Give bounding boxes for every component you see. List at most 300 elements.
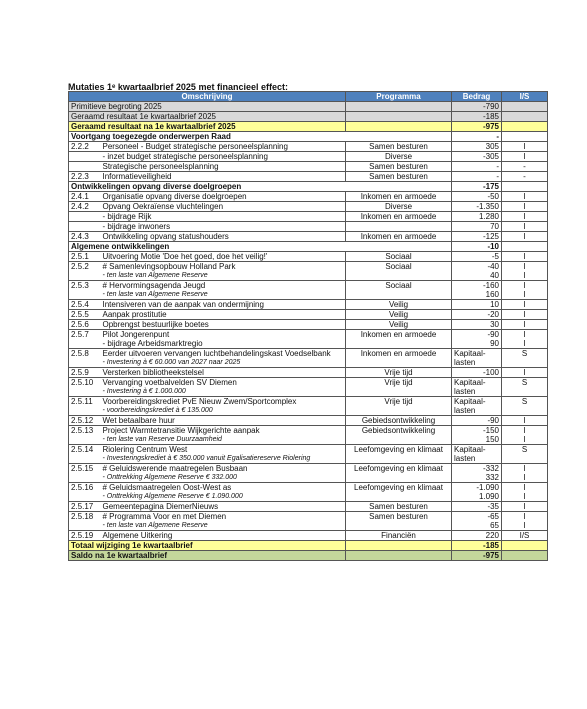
row-description [101, 162, 346, 172]
row-bedrag [452, 368, 502, 378]
bedrag-value: -790 [482, 102, 499, 111]
row-code: 2.5.4 [69, 300, 101, 310]
row-code: 2.5.5 [69, 310, 101, 320]
row-programma [346, 112, 452, 122]
table-row [69, 172, 548, 182]
row-programma: Financiën [346, 531, 452, 541]
is-value: - [523, 162, 526, 171]
is-value: I [523, 281, 526, 290]
row-bedrag: Kapitaal-lasten [452, 349, 502, 368]
is-value: S [521, 349, 528, 358]
row-description [101, 464, 346, 483]
row-is [502, 541, 548, 551]
row-description [101, 212, 346, 222]
is-value: I [523, 232, 526, 241]
is-value: I [523, 271, 526, 280]
row-is [502, 122, 548, 132]
row-programma: Inkomen en armoede [346, 349, 452, 368]
row-description-main: # Geluidsmaatregelen Oost-West as [102, 483, 232, 492]
table-row [69, 330, 548, 349]
row-description: Saldo na 1e kwartaalbrief [69, 551, 346, 561]
row-is [502, 502, 548, 512]
table-row [69, 212, 548, 222]
row-code: 2.5.16 [69, 483, 101, 502]
row-programma: Veilig [346, 310, 452, 320]
row-description-main: Gemeentepagina DiemerNieuws [102, 502, 219, 511]
table-row [69, 502, 548, 512]
row-is [502, 142, 548, 152]
row-is [502, 512, 548, 531]
bedrag-value: - [496, 172, 499, 181]
row-description-sub: - ten laste van Reserve Duurzaamheid [102, 436, 222, 443]
row-description-main: - bijdrage inwoners [102, 222, 171, 231]
row-description [101, 378, 346, 397]
row-description-main: Intensiveren van de aanpak van ondermijning [102, 300, 264, 309]
row-description [101, 330, 346, 349]
is-value: I [523, 212, 526, 221]
row-description-main: - inzet budget strategische personeelsplanning [102, 152, 268, 161]
table-row [69, 464, 548, 483]
row-is [502, 378, 548, 397]
row-is [502, 300, 548, 310]
row-bedrag [452, 202, 502, 212]
row-is [502, 310, 548, 320]
row-bedrag [452, 142, 502, 152]
row-bedrag [452, 242, 502, 252]
row-description [101, 512, 346, 531]
bedrag-value: 70 [490, 222, 499, 231]
row-description [101, 300, 346, 310]
is-value: I [523, 521, 526, 530]
is-value: I [523, 152, 526, 161]
row-description-main: Voorbereidingskrediet PvE Nieuw Zwem/Sportcomplex [102, 397, 297, 406]
row-bedrag [452, 426, 502, 445]
row-bedrag [452, 330, 502, 349]
bedrag-value: 332 [485, 473, 499, 482]
row-bedrag [452, 112, 502, 122]
row-code [69, 152, 101, 162]
header-is: I/S [502, 92, 548, 102]
row-description-sub: - voorbereidingskrediet à € 135.000 [102, 407, 213, 414]
row-description [101, 281, 346, 300]
table-row [69, 397, 548, 416]
is-value: I [523, 492, 526, 501]
is-value: I [523, 320, 526, 329]
bedrag-value: 150 [485, 435, 499, 444]
is-value: I [523, 416, 526, 425]
row-code [69, 162, 101, 172]
row-bedrag [452, 102, 502, 112]
row-programma [346, 102, 452, 112]
row-description [101, 320, 346, 330]
table-row [69, 202, 548, 212]
row-is [502, 281, 548, 300]
row-description [101, 349, 346, 368]
row-is [502, 152, 548, 162]
row-bedrag [452, 464, 502, 483]
row-is [502, 397, 548, 416]
table-row [69, 132, 548, 142]
row-bedrag [452, 232, 502, 242]
table-row [69, 320, 548, 330]
row-description [101, 252, 346, 262]
row-code: 2.5.7 [69, 330, 101, 349]
row-code: 2.5.15 [69, 464, 101, 483]
row-programma: Samen besturen [346, 172, 452, 182]
row-bedrag [452, 551, 502, 561]
table-row [69, 349, 548, 368]
row-description [101, 192, 346, 202]
row-description-main: Opbrengst bestuurlijke boetes [102, 320, 209, 329]
is-value: I [523, 435, 526, 444]
is-value: I [523, 192, 526, 201]
row-programma: Samen besturen [346, 162, 452, 172]
row-programma: Inkomen en armoede [346, 232, 452, 242]
mutaties-table [68, 91, 548, 561]
is-value: I [523, 262, 526, 271]
is-value: S [521, 445, 528, 454]
row-code: 2.5.10 [69, 378, 101, 397]
table-body [69, 102, 548, 561]
row-description-main: Organisatie opvang diverse doelgroepen [102, 192, 247, 201]
header-programma: Programma [346, 92, 452, 102]
row-description-sub: - Investering à € 1.000.000 [102, 388, 186, 395]
bedrag-value: -90 [487, 330, 499, 339]
is-value: I [523, 426, 526, 435]
section-heading: Ontwikkelingen opvang diverse doelgroepen [69, 182, 452, 192]
row-bedrag: Kapitaal-lasten [452, 378, 502, 397]
row-code: 2.5.6 [69, 320, 101, 330]
table-title: Mutaties 1ᵉ kwartaalbrief 2025 met financieel effect: [68, 82, 288, 92]
row-description-main: - bijdrage Rijk [102, 212, 152, 221]
row-bedrag [452, 172, 502, 182]
row-programma: Vrije tijd [346, 378, 452, 397]
row-description-main: Ontwikkeling opvang statushouders [102, 232, 229, 241]
row-description-sub: - ten laste van Algemene Reserve [102, 272, 208, 279]
row-description [101, 172, 346, 182]
row-code: 2.4.2 [69, 202, 101, 212]
row-description [101, 445, 346, 464]
bedrag-value: - [496, 162, 499, 171]
is-value: I [523, 464, 526, 473]
row-description [101, 152, 346, 162]
row-is [502, 232, 548, 242]
row-bedrag [452, 502, 502, 512]
table-row [69, 102, 548, 112]
row-code: 2.4.3 [69, 232, 101, 242]
bedrag-value: -90 [487, 416, 499, 425]
row-programma [346, 551, 452, 561]
row-programma [346, 122, 452, 132]
row-description-main: Uitvoering Motie 'Doe het goed, doe het veilig!' [102, 252, 268, 261]
bedrag-value: 10 [490, 300, 499, 309]
table-row [69, 551, 548, 561]
row-description-main: Eerder uitvoeren vervangen luchtbehandelingskast Voedselbank [102, 349, 331, 358]
row-is [502, 262, 548, 281]
bedrag-value: -975 [482, 122, 499, 131]
row-programma: Samen besturen [346, 502, 452, 512]
bedrag-value: -185 [482, 541, 499, 550]
row-code: 2.5.8 [69, 349, 101, 368]
row-code: 2.5.2 [69, 262, 101, 281]
is-value: I [523, 222, 526, 231]
bedrag-value: 1.280 [478, 212, 499, 221]
bedrag-value: 90 [490, 339, 499, 348]
table-row [69, 262, 548, 281]
row-programma [346, 222, 452, 232]
row-code: 2.2.3 [69, 172, 101, 182]
row-description-main: Strategische personeelsplanning [102, 162, 219, 171]
bedrag-value: 160 [485, 290, 499, 299]
table-row [69, 252, 548, 262]
table-row [69, 242, 548, 252]
row-is [502, 162, 548, 172]
bedrag-value: -50 [487, 192, 499, 201]
row-description-sub: - bijdrage Arbeidsmarktregio [102, 339, 203, 348]
table-row [69, 152, 548, 162]
header-omschrijving: Omschrijving [69, 92, 346, 102]
bedrag-value: -100 [482, 368, 499, 377]
bedrag-value: -332 [482, 464, 499, 473]
row-description [101, 310, 346, 320]
table-row [69, 222, 548, 232]
is-value: - [523, 172, 526, 181]
row-description-main: Versterken bibliotheekstelsel [102, 368, 204, 377]
row-bedrag [452, 212, 502, 222]
row-description-main: # Hervormingsagenda Jeugd [102, 281, 206, 290]
table-row [69, 310, 548, 320]
bedrag-value: -5 [491, 252, 499, 261]
table-row [69, 541, 548, 551]
row-bedrag [452, 512, 502, 531]
row-code: 2.4.1 [69, 192, 101, 202]
bedrag-value: -305 [482, 152, 499, 161]
bedrag-value: - [496, 132, 499, 141]
bedrag-value: 40 [490, 271, 499, 280]
row-bedrag: Kapitaal-lasten [452, 445, 502, 464]
section-heading: Voortgang toegezegde onderwerpen Raad [69, 132, 452, 142]
row-programma: Vrije tijd [346, 397, 452, 416]
bedrag-value: 1.090 [478, 492, 499, 501]
row-description-sub: - ten laste van Algemene Reserve [102, 522, 208, 529]
row-bedrag: Kapitaal-lasten [452, 397, 502, 416]
section-heading: Algemene ontwikkelingen [69, 242, 452, 252]
is-value: I [523, 310, 526, 319]
table-row [69, 142, 548, 152]
row-code: 2.5.12 [69, 416, 101, 426]
row-code: 2.5.11 [69, 397, 101, 416]
row-programma: Samen besturen [346, 512, 452, 531]
row-description [101, 232, 346, 242]
bedrag-value: 220 [485, 531, 499, 540]
row-description [101, 531, 346, 541]
is-value: I [523, 339, 526, 348]
row-programma: Veilig [346, 320, 452, 330]
table-row [69, 192, 548, 202]
row-description-sub: - Investeringskrediet à € 350.000 vanuit Egalisatiereserve Riolering [102, 455, 311, 462]
row-programma: Samen besturen [346, 142, 452, 152]
row-code: 2.5.3 [69, 281, 101, 300]
row-description-main: Riolering Centrum West [102, 445, 188, 454]
row-bedrag [452, 182, 502, 192]
row-description-sub: - Onttrekking Algemene Reserve € 1.090.000 [102, 493, 243, 500]
row-description [101, 416, 346, 426]
table-row [69, 122, 548, 132]
is-value: I [523, 202, 526, 211]
table-row [69, 426, 548, 445]
table-row [69, 483, 548, 502]
row-programma: Gebiedsontwikkeling [346, 416, 452, 426]
row-is [502, 531, 548, 541]
table-row [69, 300, 548, 310]
row-is [502, 172, 548, 182]
bedrag-value: -125 [482, 232, 499, 241]
row-is [502, 551, 548, 561]
is-value: I [523, 473, 526, 482]
row-bedrag [452, 300, 502, 310]
row-code: 2.5.18 [69, 512, 101, 531]
is-value: S [521, 397, 528, 406]
row-description-sub: - Onttrekking Algemene Reserve € 332.000 [102, 474, 237, 481]
row-bedrag [452, 262, 502, 281]
row-is [502, 212, 548, 222]
row-description-main: Pilot Jongerenpunt [102, 330, 170, 339]
bedrag-value: -1.090 [476, 483, 499, 492]
bedrag-value: -10 [487, 242, 499, 251]
row-code: 2.5.14 [69, 445, 101, 464]
row-description [101, 502, 346, 512]
row-programma: Leefomgeving en klimaat [346, 483, 452, 502]
row-programma: Diverse [346, 152, 452, 162]
table-row [69, 162, 548, 172]
table-row [69, 531, 548, 541]
bedrag-value: 65 [490, 521, 499, 530]
bedrag-value: -160 [482, 281, 499, 290]
is-value: I [523, 142, 526, 151]
row-description [101, 142, 346, 152]
row-programma: Leefomgeving en klimaat [346, 445, 452, 464]
is-value: I [523, 300, 526, 309]
row-bedrag [452, 310, 502, 320]
row-bedrag [452, 281, 502, 300]
row-bedrag [452, 132, 502, 142]
row-is [502, 192, 548, 202]
bedrag-value: -1.350 [476, 202, 499, 211]
table-row [69, 182, 548, 192]
row-programma: Diverse [346, 202, 452, 212]
is-value: I [523, 330, 526, 339]
row-description-main: # Samenlevingsopbouw Holland Park [102, 262, 236, 271]
row-programma: Gebiedsontwikkeling [346, 426, 452, 445]
row-programma: Veilig [346, 300, 452, 310]
row-bedrag [452, 416, 502, 426]
bedrag-value: -175 [482, 182, 499, 191]
row-is [502, 222, 548, 232]
row-description-sub: - Investering à € 60.000 van 2027 naar 2025 [102, 359, 241, 366]
row-description-main: Opvang Oekraïense vluchtelingen [102, 202, 224, 211]
row-description-main: Wet betaalbare huur [102, 416, 175, 425]
row-description-main: # Programma Voor en met Diemen [102, 512, 227, 521]
table-row [69, 378, 548, 397]
row-programma: Inkomen en armoede [346, 212, 452, 222]
row-is [502, 330, 548, 349]
row-description-main: Personeel - Budget strategische personeelsplanning [102, 142, 288, 151]
row-bedrag [452, 320, 502, 330]
row-programma [346, 541, 452, 551]
row-description-main: Informatieveiligheid [102, 172, 172, 181]
row-description: Geraamd resultaat na 1e kwartaalbrief 2025 [69, 122, 346, 132]
bedrag-value: 305 [485, 142, 499, 151]
row-description [101, 262, 346, 281]
row-bedrag [452, 192, 502, 202]
table-row [69, 232, 548, 242]
bedrag-value: 30 [490, 320, 499, 329]
row-code: 2.5.13 [69, 426, 101, 445]
row-is [502, 202, 548, 212]
row-bedrag [452, 162, 502, 172]
row-code: 2.2.2 [69, 142, 101, 152]
row-code: 2.5.17 [69, 502, 101, 512]
row-is [502, 132, 548, 142]
bedrag-value: -65 [487, 512, 499, 521]
row-bedrag [452, 152, 502, 162]
is-value: I [523, 252, 526, 261]
row-is [502, 320, 548, 330]
bedrag-value: -35 [487, 502, 499, 511]
row-bedrag [452, 252, 502, 262]
table-row [69, 281, 548, 300]
row-description-sub: - ten laste van Algemene Reserve [102, 291, 208, 298]
row-is [502, 368, 548, 378]
row-programma: Vrije tijd [346, 368, 452, 378]
is-value: I [523, 502, 526, 511]
row-programma: Leefomgeving en klimaat [346, 464, 452, 483]
table-row [69, 416, 548, 426]
row-is [502, 102, 548, 112]
table-row [69, 512, 548, 531]
row-is [502, 445, 548, 464]
row-description [101, 483, 346, 502]
is-value: I [523, 512, 526, 521]
row-description-main: Vervanging voetbalvelden SV Diemen [102, 378, 237, 387]
row-programma: Sociaal [346, 262, 452, 281]
row-programma: Sociaal [346, 252, 452, 262]
row-is [502, 242, 548, 252]
row-description-main: Aanpak prostitutie [102, 310, 167, 319]
is-value: I [523, 483, 526, 492]
row-is [502, 483, 548, 502]
row-is [502, 426, 548, 445]
is-value: S [521, 378, 528, 387]
bedrag-value: -150 [482, 426, 499, 435]
row-code: 2.5.19 [69, 531, 101, 541]
row-code: 2.5.9 [69, 368, 101, 378]
row-description [101, 368, 346, 378]
row-description [101, 397, 346, 416]
row-bedrag [452, 222, 502, 232]
row-description: Totaal wijziging 1e kwartaalbrief [69, 541, 346, 551]
row-code [69, 222, 101, 232]
row-code [69, 212, 101, 222]
row-description [101, 222, 346, 232]
row-is [502, 416, 548, 426]
row-code: 2.5.1 [69, 252, 101, 262]
row-is [502, 112, 548, 122]
row-programma: Inkomen en armoede [346, 330, 452, 349]
row-description-main: Algemene Uitkering [102, 531, 173, 540]
bedrag-value: -185 [482, 112, 499, 121]
row-description-main: Project Warmtetransitie Wijkgerichte aanpak [102, 426, 260, 435]
